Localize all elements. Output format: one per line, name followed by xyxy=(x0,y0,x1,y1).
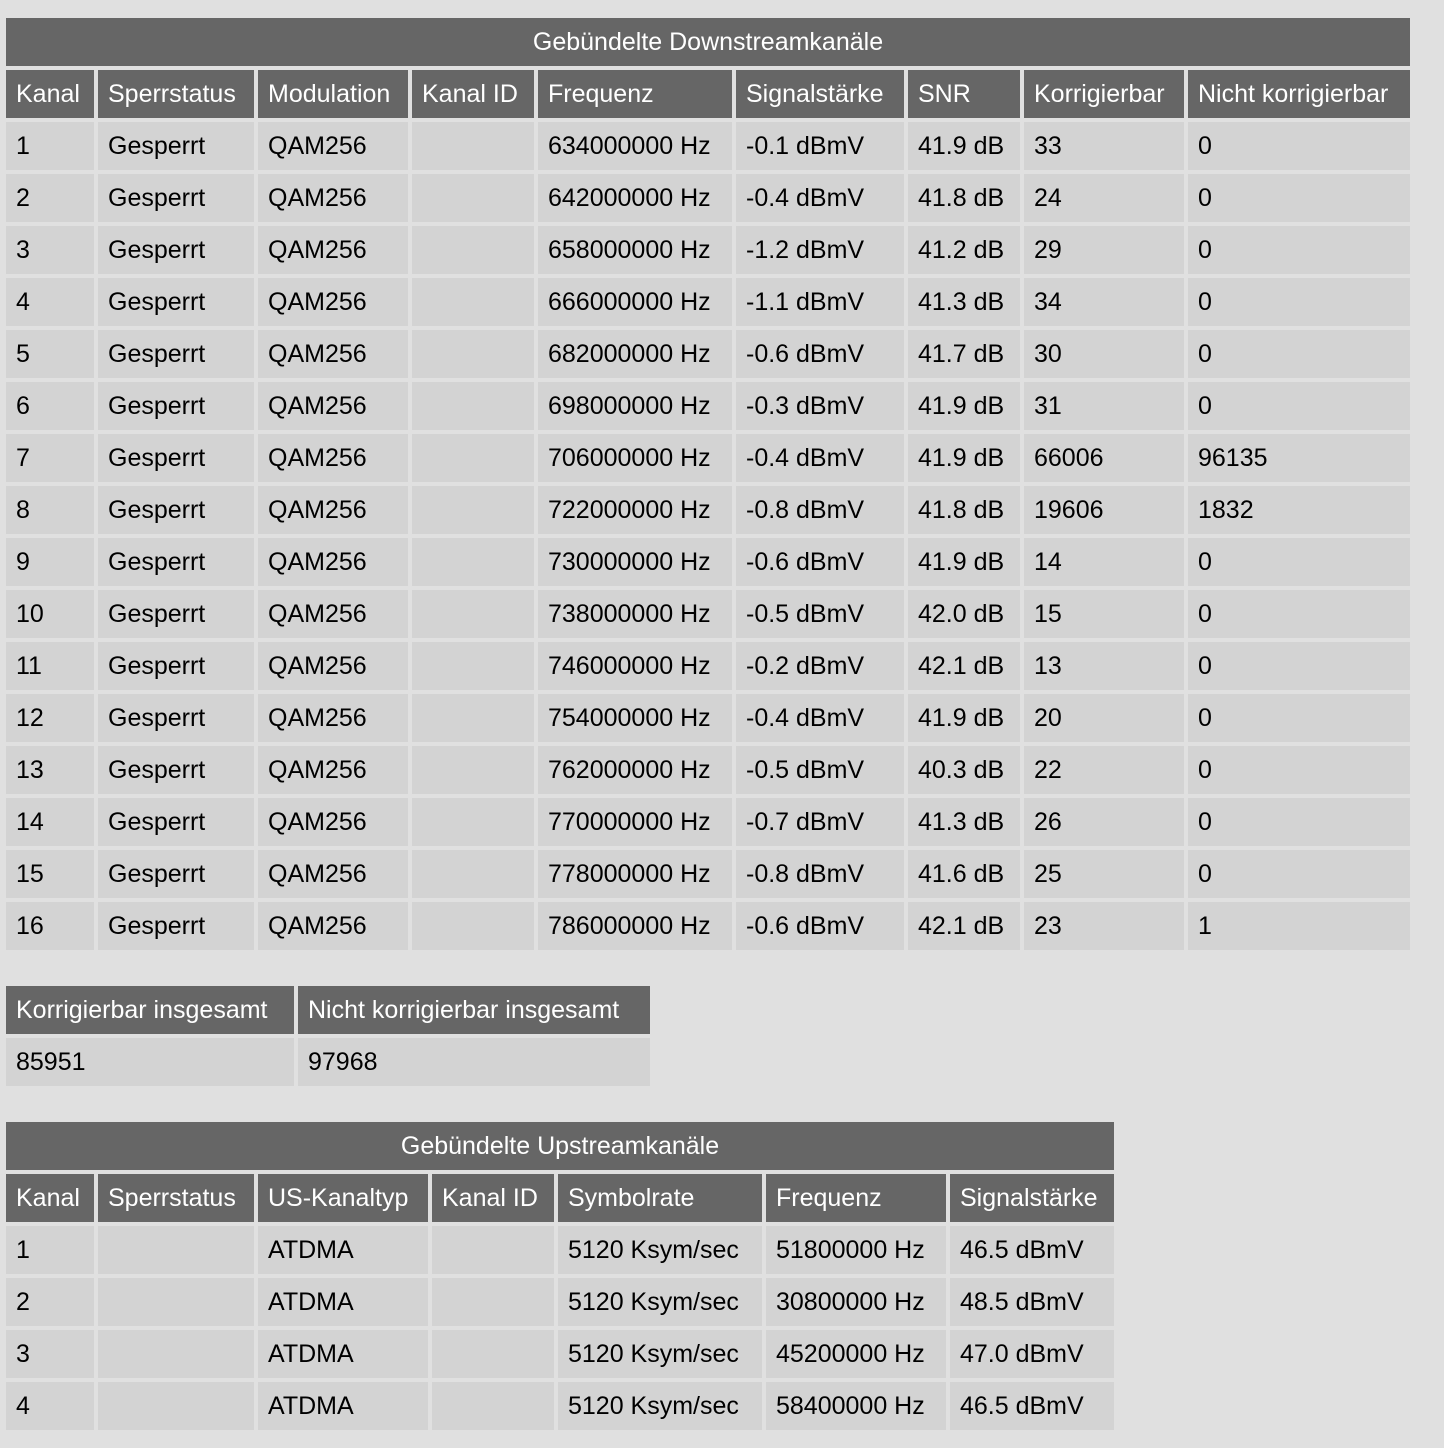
table-cell: Gesperrt xyxy=(98,174,254,222)
table-cell: Gesperrt xyxy=(98,330,254,378)
table-cell: QAM256 xyxy=(258,642,408,690)
table-cell: 41.9 dB xyxy=(908,382,1020,430)
upstream-column-header: Symbolrate xyxy=(558,1174,762,1222)
table-cell: 42.1 dB xyxy=(908,902,1020,950)
table-cell: 738000000 Hz xyxy=(538,590,732,638)
table-cell: 0 xyxy=(1188,746,1410,794)
table-cell: 15 xyxy=(1024,590,1184,638)
table-cell xyxy=(432,1278,554,1326)
table-row xyxy=(6,590,1410,638)
downstream-column-header: Frequenz xyxy=(538,70,732,118)
downstream-column-header: SNR xyxy=(908,70,1020,118)
table-cell: 786000000 Hz xyxy=(538,902,732,950)
table-cell xyxy=(412,330,534,378)
table-cell xyxy=(412,382,534,430)
table-cell: 642000000 Hz xyxy=(538,174,732,222)
table-cell: QAM256 xyxy=(258,694,408,742)
table-row xyxy=(6,538,1410,586)
table-cell: 770000000 Hz xyxy=(538,798,732,846)
table-cell: Gesperrt xyxy=(98,382,254,430)
table-cell: 33 xyxy=(1024,122,1184,170)
table-cell: 10 xyxy=(6,590,94,638)
table-cell: QAM256 xyxy=(258,902,408,950)
table-cell: QAM256 xyxy=(258,538,408,586)
downstream-column-header: Sperrstatus xyxy=(98,70,254,118)
table-cell: Gesperrt xyxy=(98,226,254,274)
table-cell: QAM256 xyxy=(258,434,408,482)
table-cell: Gesperrt xyxy=(98,434,254,482)
table-cell: 25 xyxy=(1024,850,1184,898)
downstream-column-header: Kanal xyxy=(6,70,94,118)
table-cell: 30 xyxy=(1024,330,1184,378)
table-row xyxy=(6,174,1410,222)
table-cell: 5120 Ksym/sec xyxy=(558,1382,762,1430)
table-cell: ATDMA xyxy=(258,1278,428,1326)
table-cell: -0.5 dBmV xyxy=(736,590,904,638)
table-cell: 0 xyxy=(1188,382,1410,430)
totals-header-row xyxy=(6,986,650,1034)
table-cell: 42.0 dB xyxy=(908,590,1020,638)
table-cell: -0.6 dBmV xyxy=(736,330,904,378)
table-row xyxy=(6,122,1410,170)
totals-table xyxy=(2,982,654,1090)
table-cell: Gesperrt xyxy=(98,486,254,534)
table-cell: 45200000 Hz xyxy=(766,1330,946,1378)
table-cell: 30800000 Hz xyxy=(766,1278,946,1326)
table-cell xyxy=(412,434,534,482)
table-cell: QAM256 xyxy=(258,330,408,378)
table-cell: 48.5 dBmV xyxy=(950,1278,1114,1326)
downstream-column-header: Kanal ID xyxy=(412,70,534,118)
total-uncorrectable-value: 97968 xyxy=(298,1038,650,1086)
table-row xyxy=(6,382,1410,430)
table-cell: 29 xyxy=(1024,226,1184,274)
table-cell xyxy=(98,1226,254,1274)
upstream-body xyxy=(6,1226,1114,1430)
table-cell: 666000000 Hz xyxy=(538,278,732,326)
downstream-caption: Gebündelte Downstreamkanäle xyxy=(6,18,1410,66)
upstream-column-header: Frequenz xyxy=(766,1174,946,1222)
table-cell: 0 xyxy=(1188,642,1410,690)
table-cell: 1 xyxy=(6,1226,94,1274)
table-row xyxy=(6,694,1410,742)
table-cell xyxy=(412,174,534,222)
table-cell: Gesperrt xyxy=(98,642,254,690)
table-cell: 41.9 dB xyxy=(908,122,1020,170)
upstream-caption: Gebündelte Upstreamkanäle xyxy=(6,1122,1114,1170)
table-row xyxy=(6,850,1410,898)
table-cell: 2 xyxy=(6,174,94,222)
table-cell: 41.7 dB xyxy=(908,330,1020,378)
table-cell: 42.1 dB xyxy=(908,642,1020,690)
table-cell: QAM256 xyxy=(258,486,408,534)
table-cell xyxy=(412,746,534,794)
table-cell: -0.6 dBmV xyxy=(736,902,904,950)
table-cell: 0 xyxy=(1188,122,1410,170)
downstream-column-header: Korrigierbar xyxy=(1024,70,1184,118)
table-cell: 8 xyxy=(6,486,94,534)
table-cell: 51800000 Hz xyxy=(766,1226,946,1274)
table-row xyxy=(6,798,1410,846)
upstream-table xyxy=(2,1118,1118,1434)
table-cell: QAM256 xyxy=(258,226,408,274)
table-cell: 41.3 dB xyxy=(908,278,1020,326)
table-cell: 762000000 Hz xyxy=(538,746,732,794)
table-cell: Gesperrt xyxy=(98,798,254,846)
table-cell xyxy=(412,122,534,170)
table-row xyxy=(6,1226,1114,1274)
table-cell: 20 xyxy=(1024,694,1184,742)
table-cell: 34 xyxy=(1024,278,1184,326)
table-cell xyxy=(412,902,534,950)
table-cell xyxy=(98,1382,254,1430)
table-cell: 3 xyxy=(6,226,94,274)
table-row xyxy=(6,486,1410,534)
table-row xyxy=(6,434,1410,482)
table-cell: 5120 Ksym/sec xyxy=(558,1226,762,1274)
table-row xyxy=(6,1330,1114,1378)
table-cell: -0.4 dBmV xyxy=(736,434,904,482)
table-cell: -0.8 dBmV xyxy=(736,850,904,898)
table-cell: 634000000 Hz xyxy=(538,122,732,170)
table-cell: 682000000 Hz xyxy=(538,330,732,378)
total-correctable-value: 85951 xyxy=(6,1038,294,1086)
table-cell: 13 xyxy=(1024,642,1184,690)
table-cell: QAM256 xyxy=(258,746,408,794)
upstream-column-header: US-Kanaltyp xyxy=(258,1174,428,1222)
table-row xyxy=(6,1382,1114,1430)
table-row xyxy=(6,902,1410,950)
table-cell: QAM256 xyxy=(258,382,408,430)
table-cell: 41.9 dB xyxy=(908,434,1020,482)
downstream-header-row xyxy=(6,70,1410,118)
totals-row xyxy=(6,1038,650,1086)
table-cell: 6 xyxy=(6,382,94,430)
table-cell: 31 xyxy=(1024,382,1184,430)
table-cell: 16 xyxy=(6,902,94,950)
table-cell: 7 xyxy=(6,434,94,482)
table-cell: 23 xyxy=(1024,902,1184,950)
table-cell: 9 xyxy=(6,538,94,586)
table-cell: 11 xyxy=(6,642,94,690)
upstream-column-header: Signalstärke xyxy=(950,1174,1114,1222)
table-cell: Gesperrt xyxy=(98,122,254,170)
table-cell: -0.3 dBmV xyxy=(736,382,904,430)
total-uncorrectable-header: Nicht korrigierbar insgesamt xyxy=(298,986,650,1034)
table-cell: 1832 xyxy=(1188,486,1410,534)
table-cell xyxy=(412,226,534,274)
downstream-body xyxy=(6,122,1410,950)
table-cell: -1.1 dBmV xyxy=(736,278,904,326)
table-cell: 47.0 dBmV xyxy=(950,1330,1114,1378)
table-cell: 24 xyxy=(1024,174,1184,222)
table-row xyxy=(6,1278,1114,1326)
table-cell: 41.9 dB xyxy=(908,538,1020,586)
table-cell: 1 xyxy=(6,122,94,170)
table-row xyxy=(6,330,1410,378)
table-cell xyxy=(412,642,534,690)
table-cell xyxy=(412,850,534,898)
table-cell xyxy=(432,1382,554,1430)
table-cell: 15 xyxy=(6,850,94,898)
table-cell xyxy=(98,1330,254,1378)
table-cell: 0 xyxy=(1188,226,1410,274)
table-cell: 0 xyxy=(1188,590,1410,638)
table-cell: 0 xyxy=(1188,850,1410,898)
table-cell: 5120 Ksym/sec xyxy=(558,1278,762,1326)
table-cell: 46.5 dBmV xyxy=(950,1226,1114,1274)
table-cell: 41.8 dB xyxy=(908,486,1020,534)
table-cell: QAM256 xyxy=(258,798,408,846)
table-cell xyxy=(98,1278,254,1326)
table-cell: -0.7 dBmV xyxy=(736,798,904,846)
table-cell: -0.5 dBmV xyxy=(736,746,904,794)
table-cell: 746000000 Hz xyxy=(538,642,732,690)
table-cell: 5 xyxy=(6,330,94,378)
table-cell: 13 xyxy=(6,746,94,794)
table-cell: 40.3 dB xyxy=(908,746,1020,794)
table-cell: ATDMA xyxy=(258,1330,428,1378)
table-cell: Gesperrt xyxy=(98,902,254,950)
table-cell: -0.1 dBmV xyxy=(736,122,904,170)
table-cell xyxy=(412,278,534,326)
downstream-table xyxy=(2,14,1414,954)
table-cell: 730000000 Hz xyxy=(538,538,732,586)
table-cell: 754000000 Hz xyxy=(538,694,732,742)
table-cell: 96135 xyxy=(1188,434,1410,482)
table-cell: Gesperrt xyxy=(98,694,254,742)
downstream-column-header: Nicht korrigierbar xyxy=(1188,70,1410,118)
table-cell: -0.6 dBmV xyxy=(736,538,904,586)
downstream-column-header: Signalstärke xyxy=(736,70,904,118)
table-cell: 58400000 Hz xyxy=(766,1382,946,1430)
upstream-header-row xyxy=(6,1174,1114,1222)
table-cell: 3 xyxy=(6,1330,94,1378)
upstream-column-header: Kanal ID xyxy=(432,1174,554,1222)
table-cell: 0 xyxy=(1188,694,1410,742)
table-cell: 12 xyxy=(6,694,94,742)
table-cell: 14 xyxy=(6,798,94,846)
table-row xyxy=(6,226,1410,274)
table-cell xyxy=(412,798,534,846)
table-cell: -0.4 dBmV xyxy=(736,694,904,742)
table-cell: 41.6 dB xyxy=(908,850,1020,898)
table-cell xyxy=(432,1226,554,1274)
table-cell: Gesperrt xyxy=(98,746,254,794)
table-cell: ATDMA xyxy=(258,1382,428,1430)
table-cell: 658000000 Hz xyxy=(538,226,732,274)
upstream-column-header: Sperrstatus xyxy=(98,1174,254,1222)
table-cell: -0.2 dBmV xyxy=(736,642,904,690)
table-cell: Gesperrt xyxy=(98,538,254,586)
table-cell: 2 xyxy=(6,1278,94,1326)
table-row xyxy=(6,746,1410,794)
table-cell: 41.9 dB xyxy=(908,694,1020,742)
table-cell xyxy=(412,694,534,742)
table-cell: QAM256 xyxy=(258,122,408,170)
table-cell: 778000000 Hz xyxy=(538,850,732,898)
table-cell: 14 xyxy=(1024,538,1184,586)
table-cell: ATDMA xyxy=(258,1226,428,1274)
table-cell: 41.3 dB xyxy=(908,798,1020,846)
table-cell: 698000000 Hz xyxy=(538,382,732,430)
table-cell: 41.8 dB xyxy=(908,174,1020,222)
table-cell: 0 xyxy=(1188,538,1410,586)
table-cell: 0 xyxy=(1188,330,1410,378)
table-cell: Gesperrt xyxy=(98,590,254,638)
upstream-column-header: Kanal xyxy=(6,1174,94,1222)
table-cell: 1 xyxy=(1188,902,1410,950)
table-cell: 706000000 Hz xyxy=(538,434,732,482)
table-cell: -0.4 dBmV xyxy=(736,174,904,222)
table-cell: 46.5 dBmV xyxy=(950,1382,1114,1430)
table-cell: -0.8 dBmV xyxy=(736,486,904,534)
table-cell: Gesperrt xyxy=(98,278,254,326)
table-cell: 4 xyxy=(6,1382,94,1430)
table-cell xyxy=(412,486,534,534)
upstream-caption-row xyxy=(6,1122,1114,1170)
table-cell: 4 xyxy=(6,278,94,326)
downstream-column-header: Modulation xyxy=(258,70,408,118)
table-cell: 5120 Ksym/sec xyxy=(558,1330,762,1378)
table-cell xyxy=(412,590,534,638)
downstream-caption-row xyxy=(6,18,1410,66)
table-cell xyxy=(412,538,534,586)
table-cell: QAM256 xyxy=(258,850,408,898)
table-cell: 19606 xyxy=(1024,486,1184,534)
table-cell: QAM256 xyxy=(258,590,408,638)
table-cell: 22 xyxy=(1024,746,1184,794)
table-cell: 0 xyxy=(1188,798,1410,846)
table-cell: 0 xyxy=(1188,174,1410,222)
table-row xyxy=(6,642,1410,690)
table-row xyxy=(6,278,1410,326)
table-cell: -1.2 dBmV xyxy=(736,226,904,274)
table-cell: QAM256 xyxy=(258,174,408,222)
table-cell: 0 xyxy=(1188,278,1410,326)
table-cell: 41.2 dB xyxy=(908,226,1020,274)
table-cell: Gesperrt xyxy=(98,850,254,898)
table-cell: QAM256 xyxy=(258,278,408,326)
table-cell xyxy=(432,1330,554,1378)
table-cell: 722000000 Hz xyxy=(538,486,732,534)
table-cell: 66006 xyxy=(1024,434,1184,482)
table-cell: 26 xyxy=(1024,798,1184,846)
total-correctable-header: Korrigierbar insgesamt xyxy=(6,986,294,1034)
